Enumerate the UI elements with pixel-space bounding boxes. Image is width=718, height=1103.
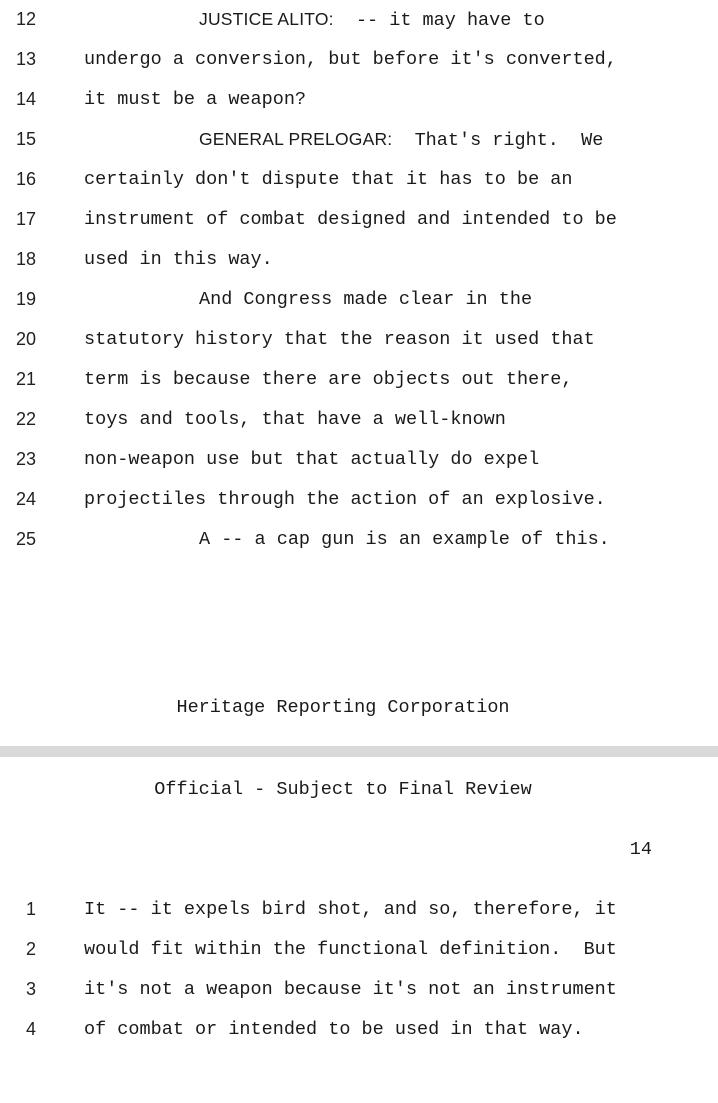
transcript-line-13 (0, 49, 718, 75)
line-text: it's not a weapon because it's not an instrument (84, 979, 617, 1000)
transcript-line-24 (0, 489, 718, 515)
transcript-line-12 (0, 9, 718, 35)
line-text: it must be a weapon? (84, 89, 307, 110)
line-number: 15 (15, 129, 36, 149)
speech-text: That's right. We (392, 130, 604, 151)
line-text (199, 9, 545, 31)
line-text: used in this way. (84, 249, 273, 270)
line-number: 16 (15, 169, 36, 189)
transcript-line-25 (0, 529, 718, 555)
line-number: 24 (15, 489, 36, 509)
speaker-name: GENERAL PRELOGAR: (199, 129, 393, 149)
transcript-line-21 (0, 369, 718, 395)
line-text: would fit within the functional definition. But (84, 939, 617, 960)
transcript-line-18 (0, 249, 718, 275)
line-text: of combat or intended to be used in that way. (84, 1019, 584, 1040)
line-text (199, 129, 603, 151)
line-text: toys and tools, that have a well-known (84, 409, 506, 430)
line-text: non-weapon use but that actually do expel (84, 449, 540, 470)
line-text: It -- it expels bird shot, and so, therefore, it (84, 899, 617, 920)
transcript-line-20 (0, 329, 718, 355)
line-text: statutory history that the reason it used that (84, 329, 595, 350)
line-text: undergo a conversion, but before it's converted, (84, 49, 617, 70)
line-number: 25 (15, 529, 36, 549)
transcript-page-bottom (0, 757, 718, 1052)
line-number: 23 (15, 449, 36, 469)
transcript-line-17 (0, 209, 718, 235)
transcript-line-1 (0, 899, 718, 925)
transcript-line-15 (0, 129, 718, 155)
line-number: 20 (15, 329, 36, 349)
line-text: term is because there are objects out there, (84, 369, 573, 390)
line-number: 21 (15, 369, 36, 389)
line-number: 12 (15, 9, 36, 29)
speaker-name: JUSTICE ALITO: (199, 9, 334, 29)
transcript-line-3 (0, 979, 718, 1005)
line-number: 19 (15, 289, 36, 309)
line-number: 2 (25, 939, 36, 959)
page-footer: Heritage Reporting Corporation (176, 697, 510, 718)
transcript-line-23 (0, 449, 718, 475)
page-header: Official - Subject to Final Review (154, 779, 532, 800)
line-number: 22 (15, 409, 36, 429)
transcript-line-4 (0, 1019, 718, 1045)
line-number: 17 (15, 209, 36, 229)
transcript-line-16 (0, 169, 718, 195)
line-text: A -- a cap gun is an example of this. (199, 529, 610, 550)
transcript-line-14 (0, 89, 718, 115)
line-number: 1 (25, 899, 36, 919)
transcript-line-19 (0, 289, 718, 315)
speech-text: -- it may have to (333, 10, 545, 31)
line-number: 18 (15, 249, 36, 269)
line-number: 13 (15, 49, 36, 69)
line-number: 14 (15, 89, 36, 109)
transcript-line-2 (0, 939, 718, 965)
line-text: instrument of combat designed and intended to be (84, 209, 617, 230)
line-number: 3 (25, 979, 36, 999)
transcript-line-22 (0, 409, 718, 435)
page-separator (0, 746, 718, 757)
line-text: And Congress made clear in the (199, 289, 533, 310)
line-text: certainly don't dispute that it has to be an (84, 169, 573, 190)
line-number: 4 (25, 1019, 36, 1039)
line-text: projectiles through the action of an explosive. (84, 489, 606, 510)
page-number: 14 (629, 839, 652, 860)
